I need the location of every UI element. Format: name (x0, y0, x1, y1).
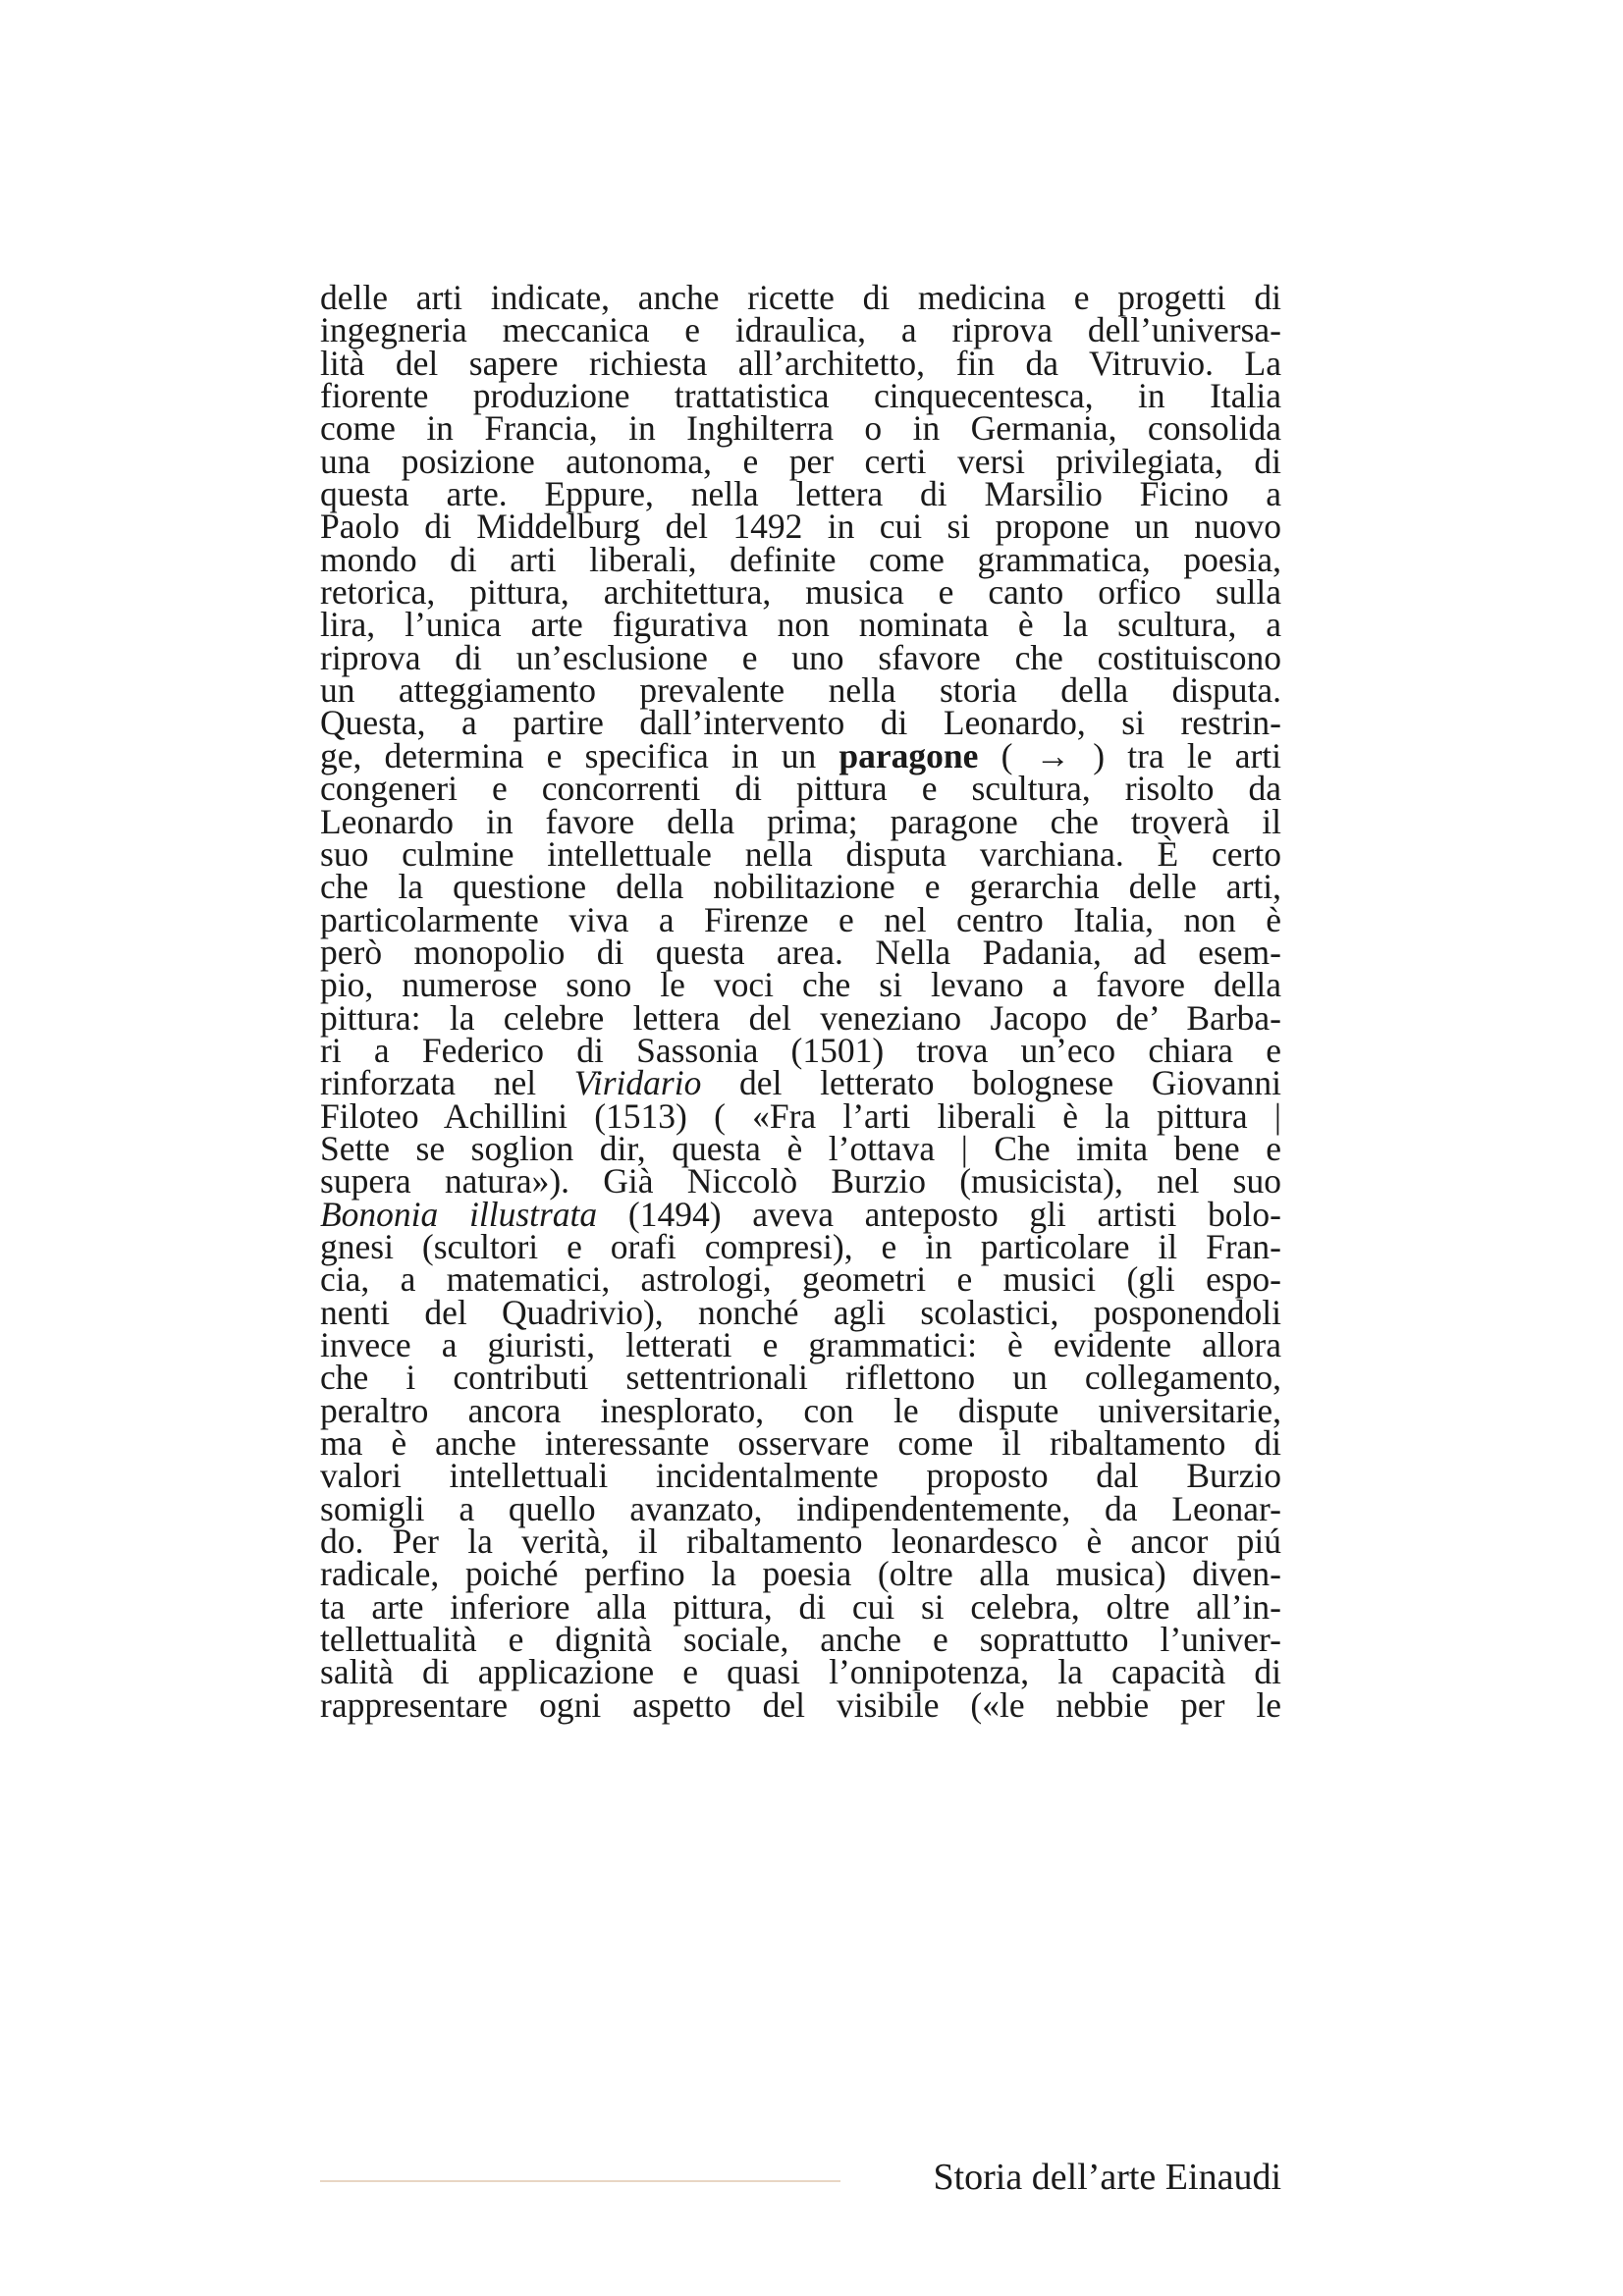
text-segment: valori intellettuali incidentalmente proposto dal Burzio (320, 1456, 1281, 1496)
text-line (320, 408, 1281, 449)
text-segment: mondo di arti liberali, definite come grammatica, poesia, (320, 539, 1281, 579)
text-segment: suo culmine intellettuale nella disputa varchiana. È certo (320, 833, 1281, 874)
text-line (320, 1358, 1281, 1398)
text-segment: tellettualità e dignità sociale, anche e soprattutto l’univer- (320, 1620, 1281, 1660)
text-line (320, 1586, 1281, 1627)
text-segment: pittura: la celebre lettera del veneziano Jacopo de’ Barba- (320, 997, 1281, 1038)
text-line (320, 343, 1281, 383)
text-segment: gnesi (scultori e orafi compresi), e in particolare il Fran- (320, 1226, 1281, 1266)
text-line (320, 637, 1281, 677)
text-line (320, 801, 1281, 841)
text-segment: retorica, pittura, architettura, musica e canto orfico sulla (320, 572, 1281, 613)
text-segment: peraltro ancora inesplorato, con le dispute universitarie, (320, 1390, 1281, 1430)
text-line (320, 997, 1281, 1038)
text-line (320, 1456, 1281, 1496)
text-line (320, 1325, 1281, 1364)
text-segment: ri a Federico di Sassonia (1501) trova un’eco chiara e (320, 1030, 1281, 1070)
text-line (320, 1522, 1281, 1562)
text-line (320, 310, 1281, 350)
text-segment: che la questione della nobilitazione e gerarchia delle arti, (320, 867, 1281, 907)
text-segment: ta arte inferiore alla pittura, di cui si celebra, oltre all’in- (320, 1586, 1281, 1627)
text-segment: lira, l’unica arte figurativa non nominata è la scultura, a (320, 605, 1281, 645)
text-segment: salità di applicazione e quasi l’onnipotenza, la capacità di (320, 1652, 1281, 1692)
text-line (320, 441, 1281, 481)
text-segment: come in Francia, in Inghilterra o in Germania, consolida (320, 408, 1281, 449)
text-line (320, 1194, 1281, 1234)
text-line (320, 1554, 1281, 1594)
text-line (320, 965, 1281, 1005)
text-segment: rappresentare ogni aspetto del visibile («le nebbie per le (320, 1684, 1281, 1725)
text-segment: (1494) aveva anteposto gli artisti bolo- (597, 1194, 1281, 1234)
text-segment: lità del sapere richiesta all’architetto, fin da Vitruvio. La (320, 343, 1281, 383)
text-segment: pio, numerose sono le voci che si levano a favore della (320, 965, 1281, 1005)
text-segment: che i contributi settentrionali riflettono un collegamento, (320, 1358, 1281, 1398)
text-segment: una posizione autonoma, e per certi versi privilegiata, di (320, 441, 1281, 481)
text-segment: Paolo di Middelburg del 1492 in cui si propone un nuovo (320, 507, 1281, 547)
text-line (320, 1063, 1281, 1103)
text-line (320, 1620, 1281, 1660)
text-segment: cia, a matematici, astrologi, geometri e musici (gli espo- (320, 1259, 1281, 1300)
text-segment: delle arti indicate, anche ricette di medicina e progetti di (320, 278, 1281, 317)
text-segment: un atteggiamento prevalente nella storia della disputa. (320, 670, 1281, 711)
page-footer (320, 2153, 1281, 2202)
text-line (320, 703, 1281, 743)
text-segment: ma è anche interessante osservare come il ribaltamento di (320, 1423, 1281, 1464)
text-line (320, 1226, 1281, 1266)
text-segment: particolarmente viva a Firenze e nel centro Italia, non è (320, 899, 1281, 939)
text-line (320, 1390, 1281, 1430)
text-line (320, 1488, 1281, 1528)
text-line (320, 670, 1281, 711)
text-segment: ingegneria meccanica e idraulica, a riprova dell’universa- (320, 310, 1281, 350)
italic-title: Viridario (573, 1063, 702, 1103)
text-segment: Leonardo in favore della prima; paragone che troverà il (320, 801, 1281, 841)
text-line (320, 605, 1281, 645)
footer-title: Storia dell’arte Einaudi (933, 2157, 1281, 2198)
text-line (320, 833, 1281, 874)
text-segment: però monopolio di questa area. Nella Padania, ad esem- (320, 932, 1281, 972)
text-line (320, 899, 1281, 939)
text-segment: riprova di un’esclusione e uno sfavore che costituiscono (320, 637, 1281, 677)
text-segment: congeneri e concorrenti di pittura e scultura, risolto da (320, 769, 1281, 809)
text-line (320, 1652, 1281, 1692)
text-segment: rinforzata nel (320, 1063, 574, 1103)
text-line (320, 1684, 1281, 1725)
text-line (320, 572, 1281, 613)
italic-title: Bononia illustrata (320, 1194, 598, 1234)
text-segment: radicale, poiché perfino la poesia (oltre alla musica) diven- (320, 1554, 1281, 1594)
text-line (320, 1292, 1281, 1332)
text-line (320, 507, 1281, 547)
text-segment: Questa, a partire dall’intervento di Leonardo, si restrin- (320, 703, 1281, 743)
text-line (320, 932, 1281, 972)
text-segment: do. Per la verità, il ribaltamento leonardesco è ancor piú (320, 1522, 1281, 1562)
text-segment: supera natura»). Già Niccolò Burzio (musicista), nel suo (320, 1161, 1281, 1201)
text-segment: invece a giuristi, letterati e grammatici: è evidente allora (320, 1325, 1281, 1364)
text-line (320, 867, 1281, 907)
text-segment: fiorente produzione trattatistica cinquecentesca, in Italia (320, 376, 1281, 416)
text-segment: ge, determina e specifica in un (320, 735, 839, 775)
text-line (320, 474, 1281, 514)
text-segment: questa arte. Eppure, nella lettera di Marsilio Ficino a (320, 474, 1281, 514)
cross-reference-term: paragone (839, 735, 979, 775)
footer-rule (320, 2180, 840, 2182)
text-line (320, 735, 1281, 775)
text-line (320, 769, 1281, 809)
text-line (320, 1128, 1281, 1168)
text-line (320, 278, 1281, 317)
text-segment: nenti del Quadrivio), nonché agli scolastici, posponendoli (320, 1292, 1281, 1332)
body-text (320, 278, 1281, 1725)
text-segment: del letterato bolognese Giovanni (701, 1063, 1281, 1103)
text-segment: ( → ) tra le arti (978, 735, 1281, 775)
text-line (320, 1030, 1281, 1070)
text-segment: Sette se soglion dir, questa è l’ottava | Che imita bene e (320, 1128, 1281, 1168)
text-line (320, 539, 1281, 579)
text-line (320, 1259, 1281, 1300)
text-segment: Filoteo Achillini (1513) ( «Fra l’arti liberali è la pittura | (320, 1095, 1281, 1136)
text-line (320, 1423, 1281, 1464)
text-line (320, 1095, 1281, 1136)
text-line (320, 1161, 1281, 1201)
text-segment: somigli a quello avanzato, indipendentemente, da Leonar- (320, 1488, 1281, 1528)
text-line (320, 376, 1281, 416)
